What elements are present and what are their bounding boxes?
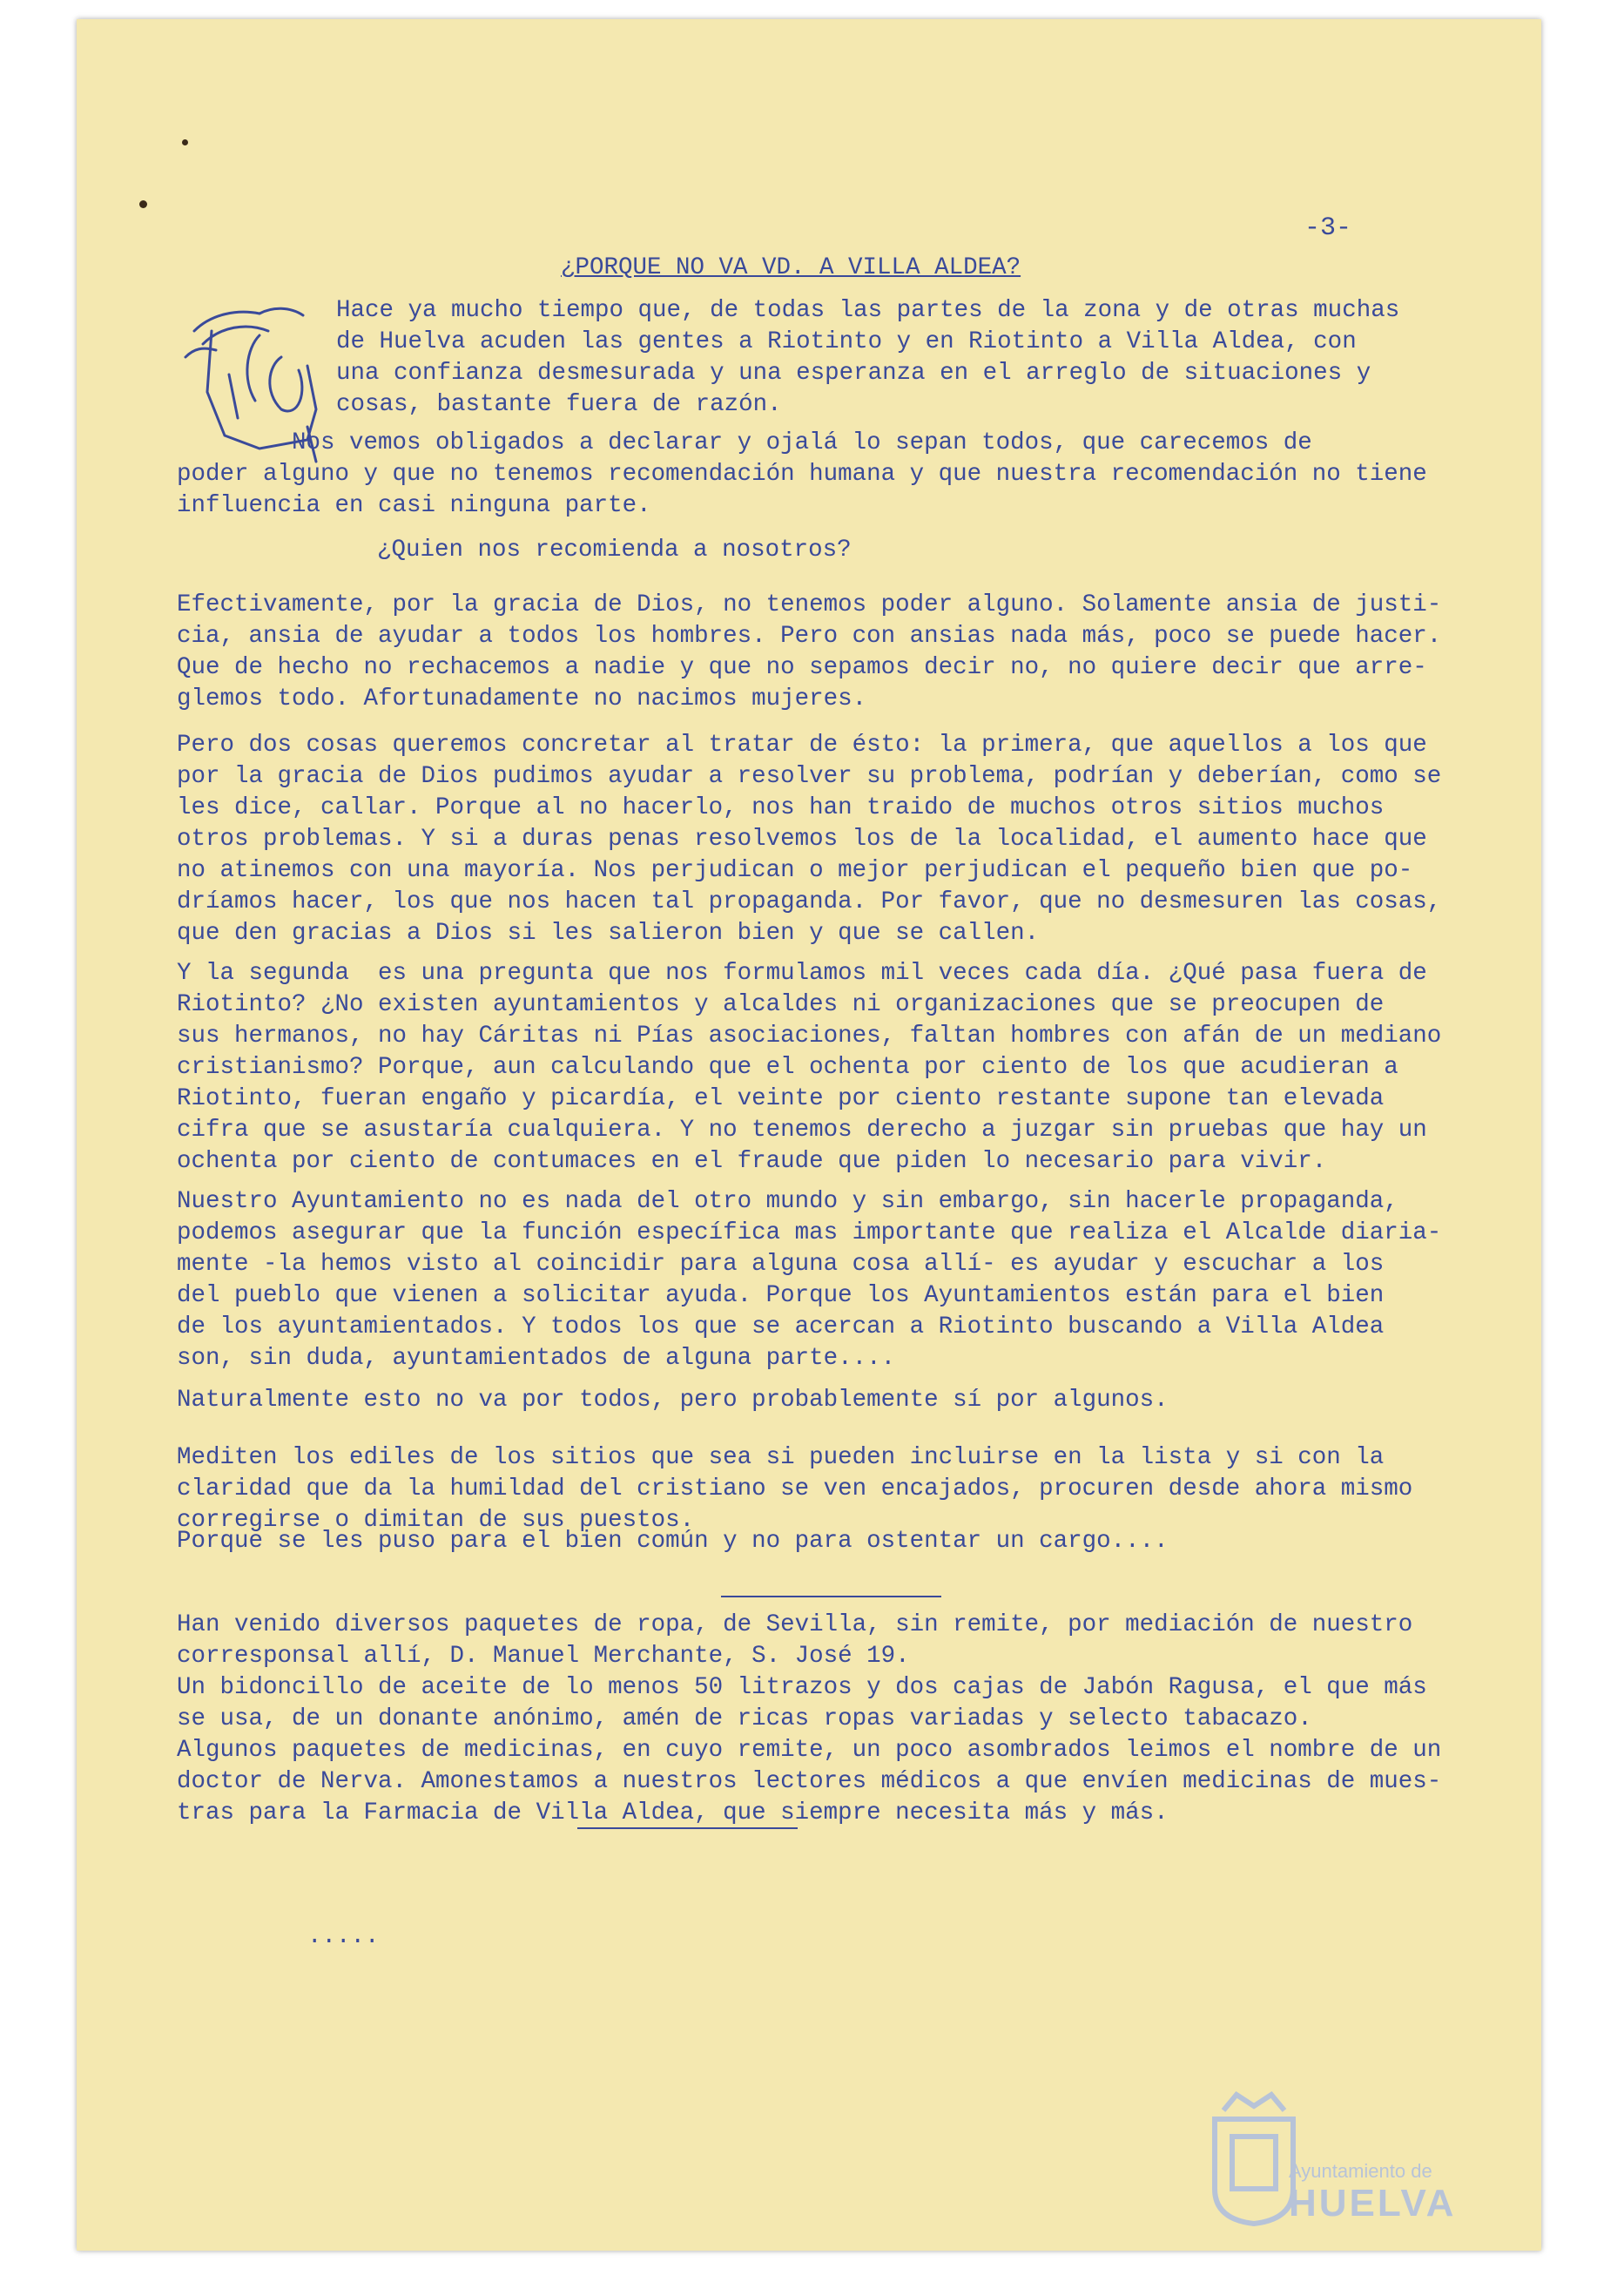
punch-hole [182, 139, 188, 145]
text-line: otros problemas. Y si a duras penas resolvemos los de la localidad, el aumento hace que [177, 826, 1427, 853]
text-line: Han venido diversos paquetes de ropa, de Sevilla, sin remite, por mediación de nuestro [177, 1611, 1413, 1638]
trailing-dots: ..... [307, 1923, 380, 1950]
text-line: tras para la Farmacia de Villa Aldea, que siempre necesita más y más. [177, 1799, 1169, 1826]
text-line: les dice, callar. Porque al no hacerlo, nos han traido de muchos otros sitios muchos [177, 794, 1385, 821]
text-line: ochenta por ciento de contumaces en el fraude que piden lo necesario para vivir. [177, 1148, 1327, 1175]
section-divider [577, 1827, 798, 1829]
text-line: cifra que se asustaría cualquiera. Y no tenemos derecho a juzgar sin pruebas que hay un [177, 1117, 1427, 1144]
text-line: cristianismo? Porque, aun calculando que el ochenta por ciento de los que acudieran a [177, 1054, 1398, 1081]
question-heading: ¿Quien nos recomienda a nosotros? [377, 537, 852, 564]
text-line: Hace ya mucho tiempo que, de todas las partes de la zona y de otras muchas [336, 297, 1400, 324]
watermark-name: HUELVA [1289, 2182, 1457, 2225]
text-line: por la gracia de Dios pudimos ayudar a resolver su problema, podrían y deberían, como se [177, 763, 1442, 790]
paragraph-4 [177, 958, 1457, 1178]
text-line: Un bidoncillo de aceite de lo menos 50 litrazos y dos cajas de Jabón Ragusa, el que más [177, 1674, 1427, 1701]
text-line: Que de hecho no rechacemos a nadie y que no sepamos decir no, no quiere decir que arre- [177, 654, 1427, 681]
text-line: cia, ansia de ayudar a todos los hombres. Pero con ansias nada más, poco se puede hacer. [177, 623, 1442, 650]
punch-hole [139, 200, 147, 208]
text-line: Nos vemos obligados a declarar y ojalá lo sepan todos, que carecemos de [177, 429, 1312, 456]
text-line: mente -la hemos visto al coincidir para alguna cosa allí- es ayudar y escuchar a los [177, 1251, 1385, 1278]
text-line: Riotinto, fueran engaño y picardía, el veinte por ciento restante supone tan elevada [177, 1085, 1385, 1112]
page-title: ¿PORQUE NO VA VD. A VILLA ALDEA? [561, 254, 1021, 281]
document-page [77, 19, 1541, 2251]
text-line: se usa, de un donante anónimo, amén de ricas ropas variadas y selecto tabacazo. [177, 1705, 1312, 1732]
section-divider [721, 1596, 941, 1597]
text-line: claridad que da la humildad del cristiano se ven encajados, procuren desde ahora mismo [177, 1475, 1413, 1502]
page-number: -3- [1304, 213, 1352, 243]
text-line: glemos todo. Afortunadamente no nacimos mujeres. [177, 685, 867, 712]
text-line: Naturalmente esto no va por todos, pero probablemente sí por algunos. [177, 1387, 1169, 1414]
text-line: Algunos paquetes de medicinas, en cuyo remite, un poco asombrados leimos el nombre de un [177, 1737, 1442, 1764]
paragraph-2 [177, 590, 1457, 715]
text-line: Mediten los ediles de los sitios que sea si pueden incluirse en la lista y si con la [177, 1444, 1385, 1471]
text-line: doctor de Nerva. Amonestamos a nuestros lectores médicos a que envíen medicinas de mues- [177, 1768, 1442, 1795]
text-line: Nuestro Ayuntamiento no es nada del otro mundo y sin embargo, sin hacerle propaganda, [177, 1188, 1398, 1215]
text-line: influencia en casi ninguna parte. [177, 492, 651, 519]
text-line: corregirse o dimitan de sus puestos. [177, 1507, 695, 1534]
text-line: podemos asegurar que la función específica mas importante que realiza el Alcalde diaria- [177, 1219, 1442, 1246]
text-line: del pueblo que vienen a solicitar ayuda. Porque los Ayuntamientos están para el bien [177, 1282, 1385, 1309]
watermark-label: Ayuntamiento de [1289, 2160, 1432, 2182]
intro-paragraph [336, 295, 1541, 421]
text-line: sus hermanos, no hay Cáritas ni Pías asociaciones, faltan hombres con afán de un mediano [177, 1023, 1442, 1050]
text-line: Pero dos cosas queremos concretar al tratar de ésto: la primera, que aquellos a los que [177, 732, 1427, 759]
text-line: dríamos hacer, los que nos hacen tal propaganda. Por favor, que no desmesuren las cosas, [177, 888, 1442, 915]
text-line: Riotinto? ¿No existen ayuntamientos y alcaldes ni organizaciones que se preocupen de [177, 991, 1385, 1018]
text-line: una confianza desmesurada y una esperanza en el arreglo de situaciones y [336, 360, 1371, 387]
paragraph-5 [177, 1186, 1457, 1374]
text-line: que den gracias a Dios si les salieron bien y que se callen. [177, 920, 1040, 947]
paragraph-3 [177, 730, 1457, 949]
text-line: de los ayuntamientados. Y todos los que se acercan a Riotinto buscando a Villa Aldea [177, 1313, 1385, 1340]
text-line: son, sin duda, ayuntamientados de alguna parte.... [177, 1345, 896, 1372]
text-line: poder alguno y que no tenemos recomendación humana y que nuestra recomendación no tiene [177, 461, 1427, 488]
text-line: Y la segunda es una pregunta que nos formulamos mil veces cada día. ¿Qué pasa fuera de [177, 960, 1427, 987]
paragraph-8 [177, 1526, 1457, 1557]
text-line: Efectivamente, por la gracia de Dios, no tenemos poder alguno. Solamente ansia de justi- [177, 591, 1442, 618]
text-line: corresponsal allí, D. Manuel Merchante, S. José 19. [177, 1643, 910, 1670]
paragraph-1 [177, 428, 1457, 522]
text-line: de Huelva acuden las gentes a Riotinto y en Riotinto a Villa Aldea, con [336, 328, 1357, 355]
text-line: Porque se les puso para el bien común y no para ostentar un cargo.... [177, 1528, 1169, 1555]
text-line: cosas, bastante fuera de razón. [336, 391, 782, 418]
text-line: no atinemos con una mayoría. Nos perjudican o mejor perjudican el pequeño bien que po- [177, 857, 1413, 884]
news-section [177, 1610, 1457, 1829]
paragraph-6 [177, 1385, 1457, 1416]
paragraph-7 [177, 1442, 1457, 1536]
